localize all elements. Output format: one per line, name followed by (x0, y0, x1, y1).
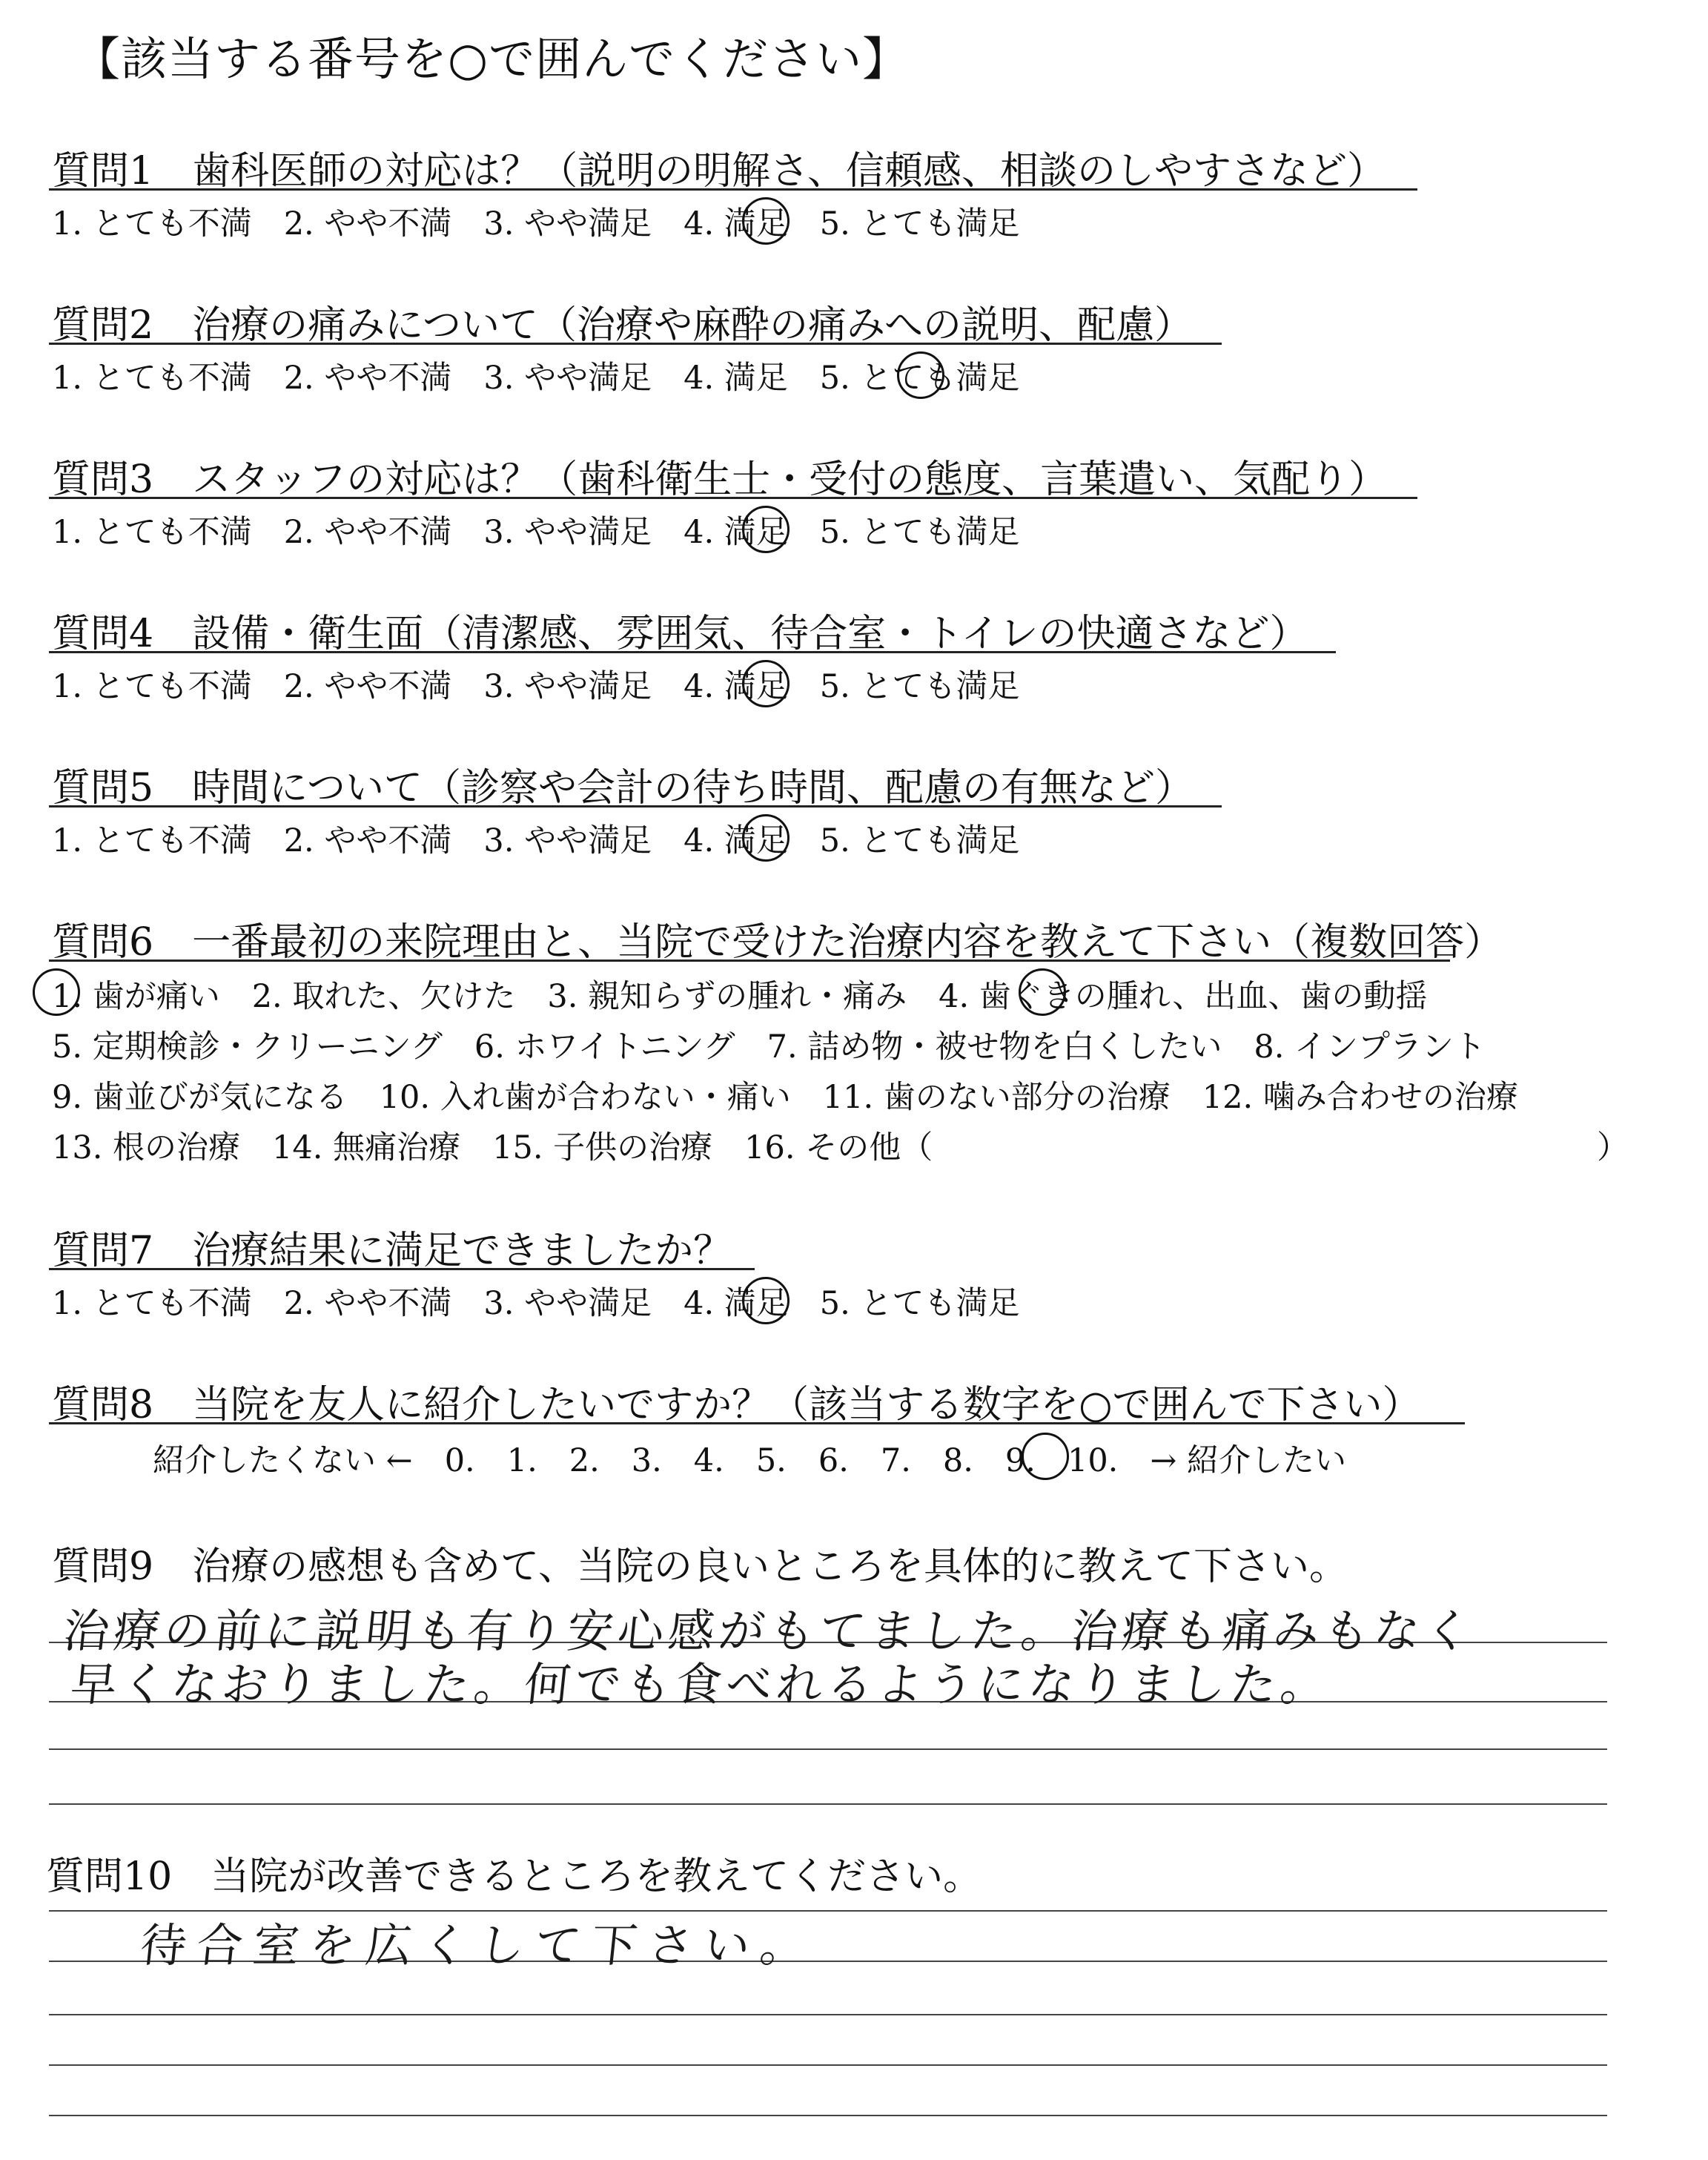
question-3-title: 質問3 スタッフの対応は？（歯科衛生士・受付の態度、言葉遣い、気配り） (52, 458, 1388, 502)
question-6-answer-circle-4 (1019, 968, 1066, 1016)
question-2-answer-circle (897, 351, 944, 399)
question-3-options: 1. とても不満 2. やや不満 3. やや満足 4. 満足 5. とても満足 (52, 514, 1020, 551)
question-5-underline (49, 805, 1222, 807)
question-5-answer-circle (742, 814, 790, 862)
question-6-options-line-4: 13. 根の治療 14. 無痛治療 15. 子供の治療 16. その他（ (52, 1129, 933, 1166)
question-4-options: 1. とても不満 2. やや不満 3. やや満足 4. 満足 5. とても満足 (52, 668, 1020, 705)
question-1-underline (49, 188, 1417, 191)
question-8-scale: 紹介したくない ← 0. 1. 2. 3. 4. 5. 6. 7. 8. 9. 10. → 紹介したい (153, 1442, 1347, 1479)
question-7-answer-circle (742, 1277, 790, 1324)
answer-line (49, 2014, 1607, 2015)
question-6-options-line-2: 5. 定期検診・クリーニング 6. ホワイトニング 7. 詰め物・被せ物を白くしたい 8. インプラント (52, 1028, 1486, 1066)
question-7-title: 質問7 治療結果に満足できましたか？ (52, 1229, 732, 1273)
question-10-answer: 待合室を広くして下さい。 (137, 1918, 820, 1972)
question-9-answer-line-2: 早くなおりました。何でも食べれるようになりました。 (67, 1657, 1334, 1711)
question-1-answer-circle (742, 197, 790, 245)
question-5-title: 質問5 時間について（診察や会計の待ち時間、配慮の有無など） (52, 766, 1194, 810)
question-8-title: 質問8 当院を友人に紹介したいですか？（該当する数字を○で囲んで下さい） (52, 1383, 1421, 1427)
question-6-answer-circle-1 (33, 968, 80, 1016)
question-8-answer-circle (1022, 1433, 1069, 1480)
question-6-other-close: ） (1597, 1129, 1629, 1166)
question-7-underline (49, 1268, 755, 1270)
question-8-underline (49, 1422, 1465, 1424)
answer-line (49, 2115, 1607, 2116)
question-6-options-line-1: 1. 歯が痛い 2. 取れた、欠けた 3. 親知らずの腫れ・痛み 4. 歯ぐきの腫れ、出血、歯の動揺 (52, 978, 1428, 1015)
question-4-answer-circle (742, 660, 790, 707)
question-4-title: 質問4 設備・衛生面（清潔感、雰囲気、待合室・トイレの快適さなど） (52, 612, 1308, 656)
question-7-options: 1. とても不満 2. やや不満 3. やや満足 4. 満足 5. とても満足 (52, 1285, 1020, 1322)
question-3-answer-circle (742, 506, 790, 553)
question-6-options-line-3: 9. 歯並びが気になる 10. 入れ歯が合わない・痛い 11. 歯のない部分の治療 12. 噛み合わせの治療 (52, 1079, 1518, 1116)
question-6-title: 質問6 一番最初の来院理由と、当院で受けた治療内容を教えて下さい（複数回答） (52, 920, 1503, 965)
question-5-options: 1. とても不満 2. やや不満 3. やや満足 4. 満足 5. とても満足 (52, 822, 1020, 859)
question-4-underline (49, 651, 1336, 653)
question-2-title: 質問2 治療の痛みについて（治療や麻酔の痛みへの説明、配慮） (52, 303, 1194, 348)
page-header: 【該当する番号を○で囲んでください】 (74, 32, 910, 86)
question-1-options: 1. とても不満 2. やや不満 3. やや満足 4. 満足 5. とても満足 (52, 205, 1020, 242)
answer-line (49, 2064, 1607, 2066)
question-2-options: 1. とても不満 2. やや不満 3. やや満足 4. 満足 5. とても満足 (52, 360, 1020, 397)
question-9-title: 質問9 治療の感想も含めて、当院の良いところを具体的に教えて下さい。 (52, 1545, 1348, 1589)
question-1-title: 質問1 歯科医師の対応は？（説明の明解さ、信頼感、相談のしやすさなど） (52, 149, 1386, 194)
question-6-underline (49, 960, 1450, 962)
question-9-answer-line-1: 治療の前に説明も有り安心感がもてました。治療も痛みもなく (60, 1604, 1478, 1658)
question-2-underline (49, 343, 1222, 345)
question-10-title: 質問10 当院が改善できるところを教えてください。 (46, 1855, 982, 1899)
answer-line (49, 1748, 1607, 1750)
answer-line (49, 1803, 1607, 1805)
question-3-underline (49, 497, 1417, 499)
